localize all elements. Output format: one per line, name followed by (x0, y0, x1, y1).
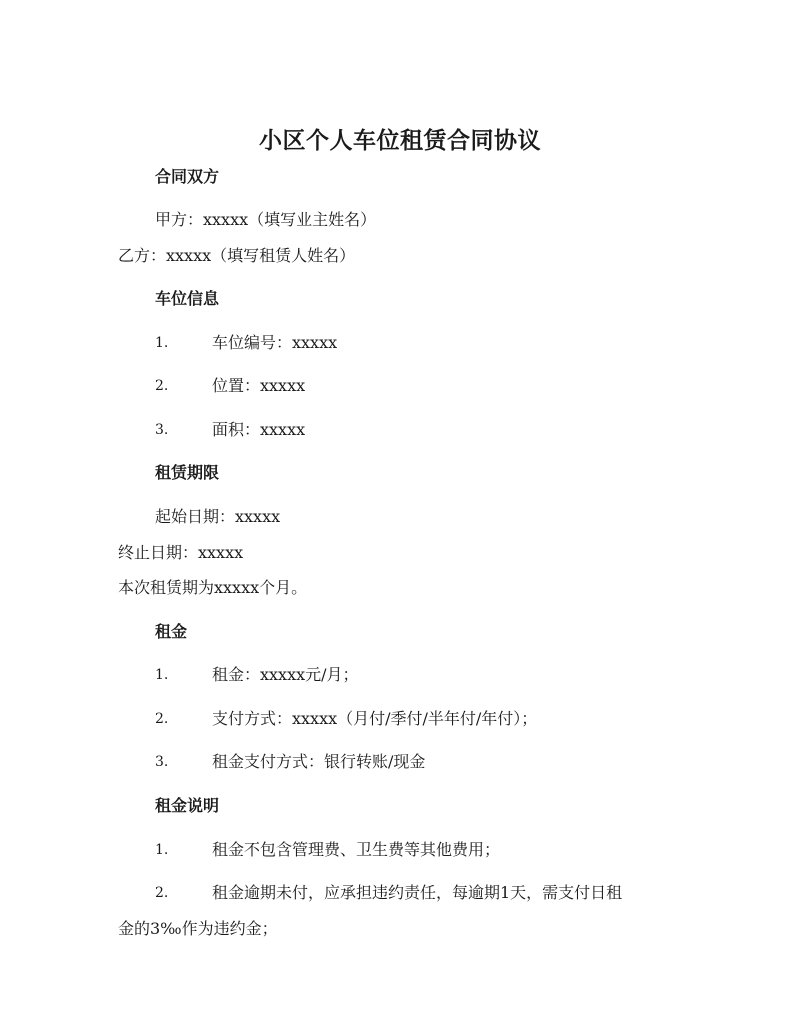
list-item-number: 3. (155, 422, 169, 438)
list-item-number: 3. (155, 754, 169, 770)
section-heading-term: 租赁期限 (155, 463, 220, 482)
list-item-text: 租金逾期未付，应承担违约责任，每逾期1天，需支付日租 (212, 883, 623, 902)
list-item-number: 1. (155, 335, 169, 351)
section-heading-parking-info: 车位信息 (155, 289, 220, 308)
list-item-text: 租金不包含管理费、卫生费等其他费用； (212, 840, 501, 859)
list-item-text: 面积：xxxxx (212, 420, 306, 439)
section-heading-rent-notes: 租金说明 (155, 796, 220, 815)
section-heading-parties: 合同双方 (155, 167, 220, 186)
term-start-line: 起始日期：xxxxx (155, 507, 281, 526)
list-item-text: 车位编号：xxxxx (212, 333, 338, 352)
list-item-text: 租金：xxxxx元/月； (212, 665, 359, 684)
list-item-number: 2. (155, 711, 169, 727)
list-item-number: 2. (155, 885, 169, 901)
list-item-number: 1. (155, 842, 169, 858)
list-item-text: 支付方式：xxxxx（月付/季付/半年付/年付）； (212, 709, 538, 728)
party-b-line: 乙方：xxxxx（填写租赁人姓名） (118, 246, 356, 265)
list-item-text: 位置：xxxxx (212, 376, 306, 395)
section-heading-rent: 租金 (155, 622, 188, 641)
document-title: 小区个人车位租赁合同协议 (259, 127, 541, 154)
list-item-number: 1. (155, 667, 169, 683)
term-end-line: 终止日期：xxxxx (118, 543, 244, 562)
party-a-line: 甲方：xxxxx（填写业主姓名） (155, 210, 377, 229)
list-item-text: 租金支付方式：银行转账/现金 (212, 752, 426, 771)
list-item-number: 2. (155, 378, 169, 394)
term-duration-line: 本次租赁期为xxxxx个月。 (118, 578, 308, 597)
list-item-continuation: 金的3‰作为违约金； (118, 919, 278, 938)
